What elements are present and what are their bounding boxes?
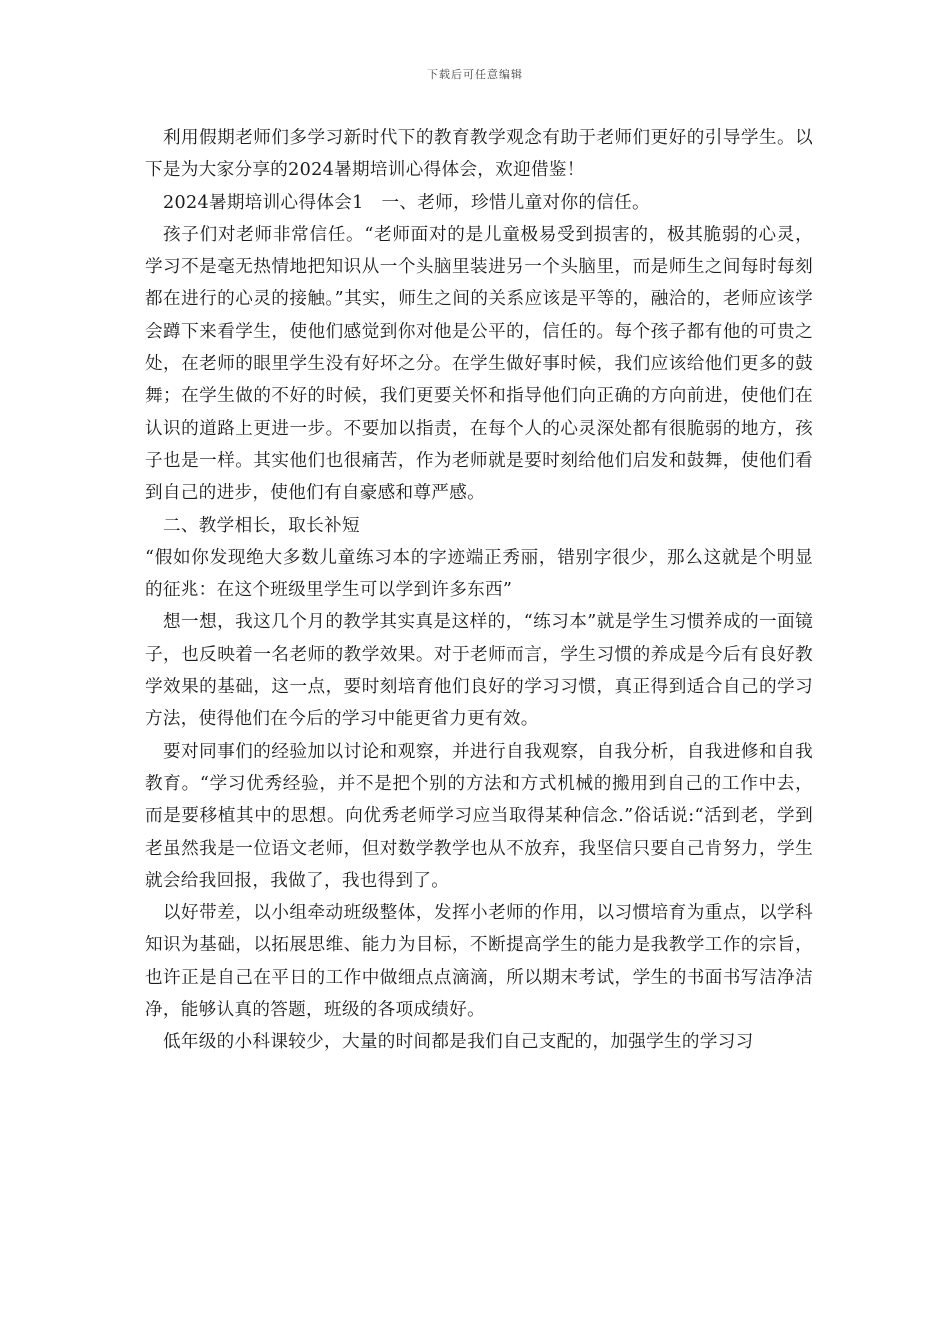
paragraph-quote: “假如你发现绝大多数儿童练习本的字迹端正秀丽，错别字很少，那么这就是个明显的征兆：在这个班级里学生可以学到许多东西” (145, 547, 813, 601)
paragraph-habits: 想一想，我这几个月的教学其实真是这样的，“练习本”就是学生习惯养成的一面镜子，也反映着一名老师的教学效果。对于老师而言，学生习惯的养成是今后有良好教学效果的基础，这一点，要时刻培育他们良好的学习习惯，真正得到适合自己的学习方法，使得他们在今后的学习中能更省力更有效。 (145, 612, 813, 730)
paragraph-trust: 孩子们对老师非常信任。“老师面对的是儿童极易受到损害的，极其脆弱的心灵，学习不是毫无热情地把知识从一个头脑里装进另一个头脑里，而是师生之间每时每刻都在进行的心灵的接触。”其实，师生之间的关系应该是平等的，融洽的，老师应该学会蹲下来看学生，使他们感觉到你对他是公平的，信任的。每个孩子都有他的可贵之处，在老师的眼里学生没有好坏之分。在学生做好事时候，我们应该给他们更多的鼓舞；在学生做的不好的时候，我们更要关怀和指导他们向正确的方向前进，使他们在认识的道路上更进一步。不要加以指责，在每个人的心灵深处都有很脆弱的地方，孩子也是一样。其实他们也很痛苦，作为老师就是要时刻给他们启发和鼓舞，使他们看到自己的进步，使他们有自豪感和尊严感。 (145, 224, 813, 504)
paragraph-teaching-goals: 以好带差，以小组牵动班级整体，发挥小老师的作用，以习惯培育为重点，以学科知识为基础，以拓展思维、能力为目标，不断提高学生的能力是我教学工作的宗旨，也许正是自己在平日的工作中做细点点滴滴，所以期末考试，学生的书面书写洁净洁净，能够认真的答题，班级的各项成绩好。 (145, 903, 813, 1021)
paragraph-colleagues: 要对同事们的经验加以讨论和观察，并进行自我观察，自我分析，自我进修和自我教育。“学习优秀经验，并不是把个别的方法和方式机械的搬用到自己的工作中去，而是要移植其中的思想。向优秀老师学习应当取得某种信念.”俗话说:“活到老，学到老虽然我是一位语文老师，但对数学教学也从不放弃，我坚信只要自己肯努力，学生就会给我回报，我做了，我也得到了。 (145, 741, 813, 891)
paragraph-low-grade: 低年级的小科课较少，大量的时间都是我们自己支配的，加强学生的学习习 (163, 1032, 754, 1053)
paragraph-section-title-2: 二、教学相长，取长补短 (163, 515, 360, 536)
document-body (145, 122, 813, 1059)
paragraph-section-title-1: 2024暑期培训心得体会1 一、老师，珍惜儿童对你的信任。 (163, 192, 650, 213)
page-header: 下载后可任意编辑 (427, 68, 523, 81)
paragraph-intro: 利用假期老师们多学习新时代下的教育教学观念有助于老师们更好的引导学生。以下是为大家分享的2024暑期培训心得体会，欢迎借鉴！ (145, 128, 813, 181)
